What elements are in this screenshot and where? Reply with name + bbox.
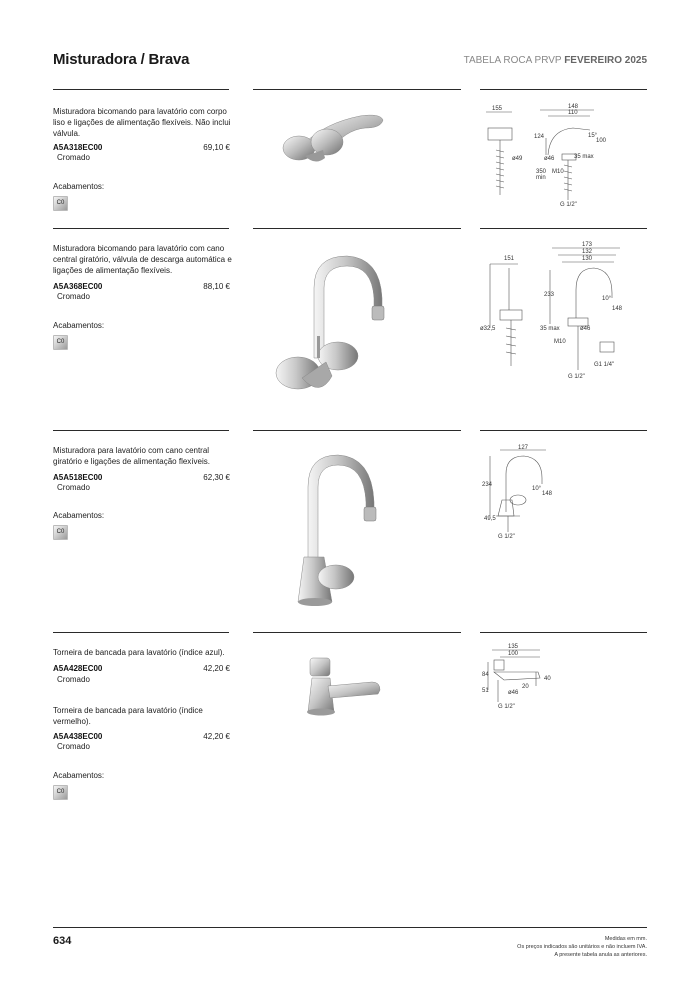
divider <box>253 430 461 431</box>
divider <box>480 89 647 90</box>
dim-label: 51 <box>482 688 489 694</box>
dim-label: 233 <box>544 292 555 298</box>
dim-label: G 1/2" <box>498 704 515 710</box>
finishes-label: Acabamentos: <box>53 771 105 780</box>
product-image-a5a318 <box>265 98 395 178</box>
divider <box>480 228 647 229</box>
divider <box>53 430 229 431</box>
dim-label: 148 <box>612 306 623 312</box>
product-price: 69,10 € <box>203 143 230 152</box>
dim-label: 132 <box>582 249 593 255</box>
page-number: 634 <box>53 935 72 947</box>
catalog-label: TABELA ROCA PRVP <box>463 55 562 66</box>
dim-label: 151 <box>504 256 515 262</box>
dim-label: min <box>536 175 546 181</box>
dim-label: 124 <box>534 134 545 140</box>
dim-label: ø32,5 <box>480 326 496 332</box>
dim-label: 148 <box>542 491 553 497</box>
finish-name: Cromado <box>57 153 90 162</box>
divider <box>53 632 229 633</box>
product-price: 62,30 € <box>203 473 230 482</box>
product-code: A5A518EC00 <box>53 473 103 482</box>
finish-name: Cromado <box>57 675 90 684</box>
dim-label: 49,5 <box>484 516 496 522</box>
dim-label: 100 <box>596 138 607 144</box>
finishes-label: Acabamentos: <box>53 321 105 330</box>
dim-label: 35 max <box>540 326 560 332</box>
finish-swatch-c0: C0 <box>53 335 68 350</box>
dim-label: 135 <box>508 644 519 650</box>
finish-swatch-c0: C0 <box>53 196 68 211</box>
product-description: Misturadora para lavatório com cano central giratório e ligações de alimentação flexíveis. <box>53 446 210 466</box>
page-title: Misturadora / Brava <box>53 51 190 68</box>
product-description: Misturadora bicomando para lavatório com corpo liso e ligações de alimentação flexíveis. Não inclui válvula. <box>53 107 231 138</box>
product-code: A5A368EC00 <box>53 282 103 291</box>
product-description: Torneira de bancada para lavatório (índice vermelho). <box>53 706 203 726</box>
dim-label: G 1/2" <box>498 534 515 540</box>
product-price: 42,20 € <box>203 664 230 673</box>
dim-label: 15° <box>588 133 598 139</box>
dim-label: 35 max <box>574 154 594 160</box>
dim-label: 10° <box>532 486 542 492</box>
dim-label: M10 <box>554 339 566 345</box>
footer-divider <box>53 927 647 928</box>
divider <box>480 430 647 431</box>
product-code: A5A438EC00 <box>53 732 103 741</box>
product-price: 42,20 € <box>203 732 230 741</box>
dimension-drawing-a5a368 <box>478 238 628 383</box>
finishes-label: Acabamentos: <box>53 182 105 191</box>
dim-label: 234 <box>482 482 493 488</box>
footer-note: Medidas em mm. <box>604 936 647 942</box>
dim-label: 10° <box>602 296 612 302</box>
dim-label: 84 <box>482 672 489 678</box>
finish-name: Cromado <box>57 292 90 301</box>
product-price: 88,10 € <box>203 282 230 291</box>
dim-label: 130 <box>582 256 593 262</box>
product-image-a5a368 <box>262 248 402 413</box>
dim-label: ø46 <box>508 690 519 696</box>
dim-label: 127 <box>518 445 529 451</box>
dim-label: 350 <box>536 169 547 175</box>
dim-label: 40 <box>544 676 551 682</box>
product-description: Misturadora bicomando para lavatório com cano central giratório, válvula de descarga automática e ligações de alimentação flexíveis. <box>53 244 232 275</box>
dim-label: 173 <box>582 242 593 248</box>
dim-label: M10 <box>552 169 564 175</box>
divider <box>53 228 229 229</box>
dim-label: ø46 <box>544 156 555 162</box>
divider <box>253 228 461 229</box>
finish-name: Cromado <box>57 483 90 492</box>
dim-label: ø49 <box>512 156 523 162</box>
catalog-period: FEVEREIRO 2025 <box>564 55 647 66</box>
divider <box>53 89 229 90</box>
dim-label: G 1/2" <box>560 202 577 208</box>
finish-swatch-c0: C0 <box>53 785 68 800</box>
divider <box>253 632 461 633</box>
dim-label: 20 <box>522 684 529 690</box>
dim-label: 148 <box>568 104 579 110</box>
product-code: A5A428EC00 <box>53 664 103 673</box>
dimension-drawing-a5a428 <box>478 642 578 712</box>
product-description: Torneira de bancada para lavatório (índice azul). <box>53 648 225 657</box>
product-code: A5A318EC00 <box>53 143 103 152</box>
dimension-drawing-a5a518 <box>478 442 588 542</box>
dim-label: 100 <box>508 651 519 657</box>
finish-swatch-c0: C0 <box>53 525 68 540</box>
finish-name: Cromado <box>57 742 90 751</box>
catalog-header <box>464 55 647 66</box>
divider <box>480 632 647 633</box>
product-image-a5a428 <box>300 652 390 722</box>
dimension-drawing-a5a318 <box>478 100 608 210</box>
divider <box>253 89 461 90</box>
dim-label: 110 <box>568 110 578 116</box>
dim-label: ø46 <box>580 326 591 332</box>
product-image-a5a518 <box>280 447 390 612</box>
footer-note: A presente tabela anula as anteriores. <box>554 952 647 958</box>
dim-label: G 1/2" <box>568 374 585 380</box>
dim-label: 155 <box>492 106 503 112</box>
finishes-label: Acabamentos: <box>53 511 105 520</box>
footer-note: Os preços indicados são unitários e não incluem IVA. <box>517 944 647 950</box>
dim-label: G1 1/4" <box>594 362 615 368</box>
